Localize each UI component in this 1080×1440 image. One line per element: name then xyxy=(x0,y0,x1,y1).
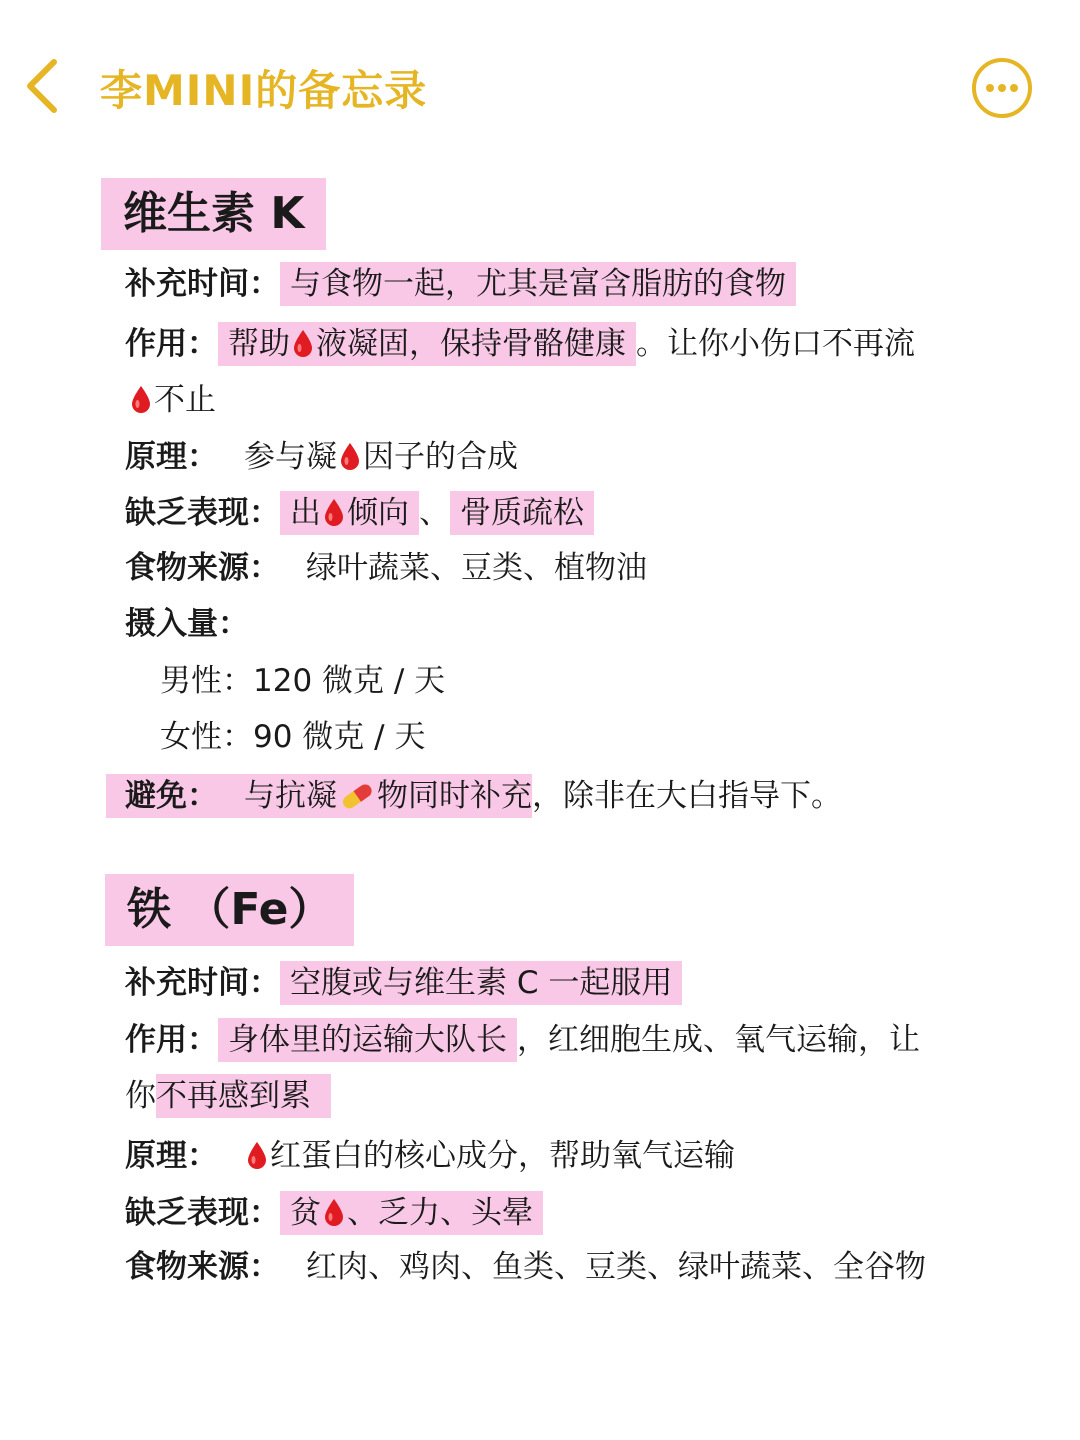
fe-supplement-time-label: 补充时间： xyxy=(125,965,280,1001)
vk-principle-text-a: 参与凝 xyxy=(244,439,337,475)
fe-principle-value: 红蛋白的核心成分，帮助氧气运输 xyxy=(270,1138,735,1174)
vk-principle-line xyxy=(125,435,518,479)
more-dots-icon[interactable] xyxy=(970,56,1034,120)
fe-food-line xyxy=(125,1245,926,1289)
blood-drop-icon xyxy=(292,329,314,359)
vk-function-line-2 xyxy=(128,378,216,422)
vk-function-line xyxy=(125,322,915,366)
vk-deficiency-highlight-a xyxy=(280,491,419,535)
vk-principle-text-b: 因子的合成 xyxy=(363,439,518,475)
fe-function-label: 作用： xyxy=(125,1022,218,1058)
fe-function-line-2 xyxy=(125,1074,331,1118)
fe-deficiency-label: 缺乏表现： xyxy=(125,1195,280,1231)
chevron-left-icon[interactable] xyxy=(18,56,66,116)
fe-function-line xyxy=(125,1018,920,1062)
vk-deficiency-label: 缺乏表现： xyxy=(125,495,280,531)
fe-function-rest: ，红细胞生成、氧气运输，让 xyxy=(517,1022,920,1058)
vk-function-highlight xyxy=(218,322,636,366)
fe-deficiency-highlight xyxy=(280,1191,543,1235)
fe-supplement-time-line xyxy=(125,961,682,1005)
vk-avoid-highlight xyxy=(106,774,532,818)
vk-deficiency-text-b: 倾向 xyxy=(347,495,409,531)
vk-intake-label: 摄入量： xyxy=(125,606,249,642)
vk-food-line xyxy=(125,546,647,590)
fe-principle-label: 原理： xyxy=(125,1138,218,1174)
vk-function-text-a: 帮助 xyxy=(228,326,290,362)
vk-avoid-label: 避免： xyxy=(125,778,218,814)
app-title: 李MINI的备忘录 xyxy=(100,66,428,115)
fe-principle-line xyxy=(125,1134,735,1178)
vk-deficiency-highlight-c: 骨质疏松 xyxy=(450,491,594,535)
vk-food-value: 绿叶蔬菜、豆类、植物油 xyxy=(306,550,647,586)
vk-function-line2-text: 不止 xyxy=(154,382,216,418)
vk-supplement-time-value: 与食物一起，尤其是富含脂肪的食物 xyxy=(280,262,796,306)
fe-function-line2-highlight: 不再感到累 xyxy=(156,1074,331,1118)
vk-intake-label-line xyxy=(125,602,249,646)
vk-avoid-text-b: 物同时补充 xyxy=(377,778,532,814)
vk-intake-male: 男性：120 微克 / 天 xyxy=(160,663,446,699)
vk-function-rest: 。让你小伤口不再流 xyxy=(636,326,915,362)
vk-intake-female: 女性：90 微克 / 天 xyxy=(160,719,426,755)
vk-food-label: 食物来源： xyxy=(125,550,280,586)
vk-deficiency-text-a: 出 xyxy=(290,495,321,531)
section-heading-iron: 铁 （Fe） xyxy=(105,874,354,946)
blood-drop-icon xyxy=(130,385,152,415)
vk-function-text-b: 液凝固，保持骨骼健康 xyxy=(316,326,626,362)
fe-deficiency-text-b: 、乏力、头晕 xyxy=(347,1195,533,1231)
fe-deficiency-text-a: 贫 xyxy=(290,1195,321,1231)
top-bar xyxy=(0,0,1080,170)
fe-food-value: 红肉、鸡肉、鱼类、豆类、绿叶蔬菜、全谷物 xyxy=(306,1249,926,1285)
blood-drop-icon xyxy=(323,1198,345,1228)
section-heading-vitamin-k: 维生素 K xyxy=(101,178,326,250)
vk-avoid-rest: ，除非在大白指导下。 xyxy=(532,778,842,814)
vk-avoid-line xyxy=(106,774,842,818)
fe-function-line2-a: 你 xyxy=(125,1078,156,1114)
vk-function-label: 作用： xyxy=(125,326,218,362)
fe-food-label: 食物来源： xyxy=(125,1249,280,1285)
vk-supplement-time-label: 补充时间： xyxy=(125,266,280,302)
blood-drop-icon xyxy=(339,442,361,472)
blood-drop-icon xyxy=(323,498,345,528)
vk-principle-label: 原理： xyxy=(125,439,218,475)
fe-deficiency-line xyxy=(125,1191,543,1235)
vk-deficiency-sep: 、 xyxy=(419,495,450,531)
vk-supplement-time-line xyxy=(125,262,796,306)
fe-supplement-time-value: 空腹或与维生素 C 一起服用 xyxy=(280,961,682,1005)
pill-icon xyxy=(339,781,375,811)
vk-avoid-text-a: 与抗凝 xyxy=(244,778,337,814)
vk-deficiency-line xyxy=(125,491,594,535)
fe-function-highlight: 身体里的运输大队长 xyxy=(218,1018,517,1062)
blood-drop-icon xyxy=(246,1141,268,1171)
